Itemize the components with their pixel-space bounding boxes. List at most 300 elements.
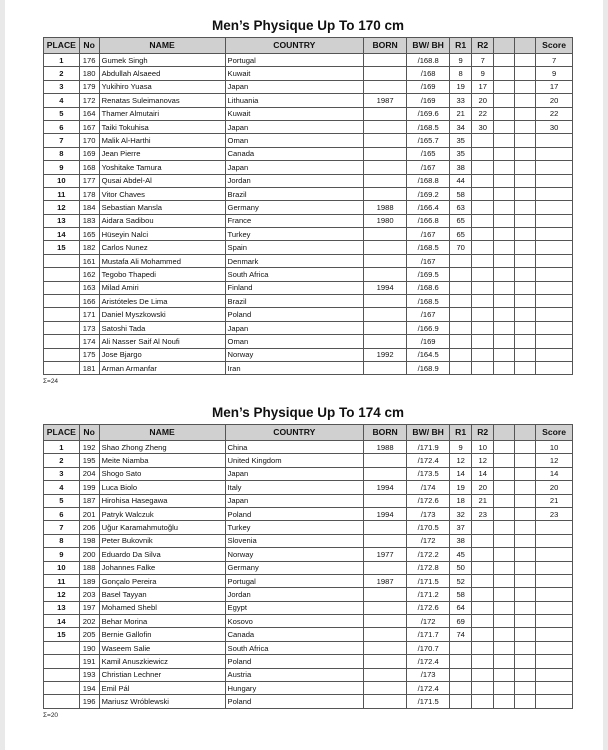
blank-cell [494, 161, 515, 174]
score-cell [536, 201, 573, 214]
name-cell: Qusai Abdel-Al [99, 174, 225, 187]
born-cell: 1977 [364, 548, 407, 561]
number-cell: 193 [79, 668, 99, 681]
number-cell: 184 [79, 201, 99, 214]
name-cell: Gonçalo Pereira [99, 574, 225, 587]
name-cell: Luca Biolo [99, 481, 225, 494]
place-cell: 2 [44, 454, 80, 467]
blank-cell [494, 588, 515, 601]
column-header [515, 38, 536, 54]
r1-cell: 9 [450, 54, 472, 67]
country-cell: Norway [225, 348, 364, 361]
r1-cell [450, 655, 472, 668]
name-cell: Satoshi Tada [99, 321, 225, 334]
bw-bh-cell: /167 [407, 308, 450, 321]
blank-cell [515, 615, 536, 628]
blank-cell [515, 335, 536, 348]
number-cell: 201 [79, 507, 99, 520]
table-row [44, 668, 573, 681]
name-cell: Taiki Tokuhisa [99, 120, 225, 133]
bw-bh-cell: /171.5 [407, 695, 450, 708]
bw-bh-cell: /173.5 [407, 467, 450, 480]
place-cell: 7 [44, 521, 80, 534]
number-cell: 164 [79, 107, 99, 120]
score-cell [536, 574, 573, 587]
table-row [44, 695, 573, 708]
country-cell: South Africa [225, 641, 364, 654]
table-row [44, 561, 573, 574]
number-cell: 189 [79, 574, 99, 587]
blank-cell [515, 147, 536, 160]
r1-cell [450, 268, 472, 281]
born-cell [364, 80, 407, 93]
r1-cell: 74 [450, 628, 472, 641]
place-cell: 3 [44, 80, 80, 93]
blank-cell [494, 134, 515, 147]
table-row [44, 201, 573, 214]
bw-bh-cell: /168.5 [407, 241, 450, 254]
blank-cell [515, 682, 536, 695]
place-cell: 1 [44, 441, 80, 454]
number-cell: 177 [79, 174, 99, 187]
table-row [44, 361, 573, 374]
place-cell: 13 [44, 601, 80, 614]
score-cell [536, 321, 573, 334]
number-cell: 196 [79, 695, 99, 708]
results-table [43, 424, 573, 709]
number-cell: 190 [79, 641, 99, 654]
r2-cell [472, 668, 494, 681]
r2-cell [472, 534, 494, 547]
bw-bh-cell: /169 [407, 94, 450, 107]
born-cell [364, 615, 407, 628]
bw-bh-cell: /171.5 [407, 574, 450, 587]
column-header: BW/ BH [407, 38, 450, 54]
score-cell [536, 655, 573, 668]
r1-cell: 63 [450, 201, 472, 214]
place-cell [44, 335, 80, 348]
name-cell: Peter Bukovnik [99, 534, 225, 547]
number-cell: 199 [79, 481, 99, 494]
table-row [44, 254, 573, 267]
place-cell: 4 [44, 481, 80, 494]
r2-cell [472, 308, 494, 321]
number-cell: 187 [79, 494, 99, 507]
table-row [44, 308, 573, 321]
country-cell: Portugal [225, 574, 364, 587]
place-cell: 6 [44, 507, 80, 520]
r1-cell: 58 [450, 187, 472, 200]
table-row [44, 54, 573, 67]
score-cell [536, 361, 573, 374]
column-header [494, 425, 515, 441]
name-cell: Kamil Anuszkiewicz [99, 655, 225, 668]
place-cell: 11 [44, 187, 80, 200]
place-cell: 4 [44, 94, 80, 107]
number-cell: 169 [79, 147, 99, 160]
born-cell [364, 628, 407, 641]
name-cell: Jose Bjargo [99, 348, 225, 361]
score-cell: 14 [536, 467, 573, 480]
r2-cell: 30 [472, 120, 494, 133]
blank-cell [515, 655, 536, 668]
place-cell: 3 [44, 467, 80, 480]
name-cell: Tegobo Thapedi [99, 268, 225, 281]
r1-cell [450, 335, 472, 348]
table-row [44, 481, 573, 494]
blank-cell [515, 454, 536, 467]
blank-cell [494, 120, 515, 133]
bw-bh-cell: /168.9 [407, 361, 450, 374]
r1-cell: 19 [450, 80, 472, 93]
country-cell: Japan [225, 494, 364, 507]
bw-bh-cell: /171.9 [407, 441, 450, 454]
r2-cell [472, 201, 494, 214]
born-cell: 1988 [364, 441, 407, 454]
score-cell [536, 134, 573, 147]
name-cell: Eduardo Da Silva [99, 548, 225, 561]
r2-cell: 12 [472, 454, 494, 467]
bw-bh-cell: /169.6 [407, 107, 450, 120]
score-cell [536, 161, 573, 174]
blank-cell [494, 628, 515, 641]
column-header: BORN [364, 38, 407, 54]
place-cell: 6 [44, 120, 80, 133]
number-cell: 176 [79, 54, 99, 67]
bw-bh-cell: /170.7 [407, 641, 450, 654]
column-header: BORN [364, 425, 407, 441]
country-cell: China [225, 441, 364, 454]
score-cell [536, 268, 573, 281]
number-cell: 181 [79, 361, 99, 374]
table-row [44, 94, 573, 107]
number-cell: 203 [79, 588, 99, 601]
r1-cell: 58 [450, 588, 472, 601]
table-row [44, 268, 573, 281]
r2-cell [472, 361, 494, 374]
country-cell: Canada [225, 147, 364, 160]
born-cell [364, 254, 407, 267]
table-row [44, 521, 573, 534]
table-row [44, 615, 573, 628]
blank-cell [515, 548, 536, 561]
r1-cell: 37 [450, 521, 472, 534]
country-cell: Turkey [225, 228, 364, 241]
r2-cell [472, 682, 494, 695]
name-cell: Patryk Walczuk [99, 507, 225, 520]
score-cell: 9 [536, 67, 573, 80]
header-row [44, 425, 573, 441]
table-row [44, 534, 573, 547]
score-cell [536, 214, 573, 227]
blank-cell [515, 228, 536, 241]
blank-cell [494, 67, 515, 80]
column-header: R2 [472, 38, 494, 54]
column-header: Score [536, 38, 573, 54]
born-cell [364, 107, 407, 120]
table-row [44, 467, 573, 480]
blank-cell [494, 655, 515, 668]
blank-cell [515, 588, 536, 601]
number-cell: 192 [79, 441, 99, 454]
blank-cell [494, 548, 515, 561]
born-cell [364, 295, 407, 308]
country-cell: Hungary [225, 682, 364, 695]
place-cell: 10 [44, 174, 80, 187]
country-cell: Germany [225, 561, 364, 574]
r2-cell: 22 [472, 107, 494, 120]
bw-bh-cell: /172 [407, 615, 450, 628]
blank-cell [515, 174, 536, 187]
number-cell: 206 [79, 521, 99, 534]
score-cell [536, 228, 573, 241]
r2-cell [472, 147, 494, 160]
name-cell: Mariusz Wróblewski [99, 695, 225, 708]
column-header: R1 [450, 38, 472, 54]
born-cell: 1987 [364, 574, 407, 587]
blank-cell [494, 214, 515, 227]
country-cell: Oman [225, 335, 364, 348]
table-row [44, 574, 573, 587]
born-cell [364, 601, 407, 614]
place-cell: 9 [44, 548, 80, 561]
bw-bh-cell: /174 [407, 481, 450, 494]
blank-cell [515, 601, 536, 614]
place-cell: 9 [44, 161, 80, 174]
column-header: NAME [99, 38, 225, 54]
r2-cell [472, 241, 494, 254]
country-cell: France [225, 214, 364, 227]
country-cell: Egypt [225, 601, 364, 614]
number-cell: 204 [79, 467, 99, 480]
bw-bh-cell: /167 [407, 228, 450, 241]
bw-bh-cell: /168 [407, 67, 450, 80]
score-cell [536, 548, 573, 561]
r1-cell: 65 [450, 214, 472, 227]
country-cell: Austria [225, 668, 364, 681]
bw-bh-cell: /172.6 [407, 494, 450, 507]
bw-bh-cell: /168.8 [407, 174, 450, 187]
blank-cell [494, 521, 515, 534]
number-cell: 168 [79, 161, 99, 174]
column-header [515, 425, 536, 441]
blank-cell [515, 254, 536, 267]
place-cell: 15 [44, 241, 80, 254]
r1-cell: 64 [450, 601, 472, 614]
document-page [5, 0, 603, 750]
place-cell: 14 [44, 615, 80, 628]
table-row [44, 161, 573, 174]
score-cell: 7 [536, 54, 573, 67]
born-cell [364, 494, 407, 507]
born-cell [364, 241, 407, 254]
country-cell: United Kingdom [225, 454, 364, 467]
born-cell [364, 695, 407, 708]
country-cell: Jordan [225, 174, 364, 187]
r1-cell [450, 321, 472, 334]
born-cell [364, 454, 407, 467]
bw-bh-cell: /169.5 [407, 268, 450, 281]
blank-cell [515, 561, 536, 574]
r2-cell: 17 [472, 80, 494, 93]
place-cell [44, 254, 80, 267]
table-row [44, 454, 573, 467]
name-cell: Malik Al-Harthi [99, 134, 225, 147]
table-row [44, 335, 573, 348]
r2-cell [472, 628, 494, 641]
blank-cell [494, 308, 515, 321]
number-cell: 197 [79, 601, 99, 614]
score-cell [536, 534, 573, 547]
r2-cell [472, 601, 494, 614]
country-cell: Poland [225, 507, 364, 520]
blank-cell [494, 147, 515, 160]
born-cell [364, 147, 407, 160]
blank-cell [494, 335, 515, 348]
r1-cell: 9 [450, 441, 472, 454]
bw-bh-cell: /172.4 [407, 454, 450, 467]
r1-cell: 33 [450, 94, 472, 107]
r2-cell [472, 521, 494, 534]
country-cell: Portugal [225, 54, 364, 67]
r1-cell [450, 668, 472, 681]
r2-cell: 20 [472, 94, 494, 107]
country-cell: Finland [225, 281, 364, 294]
born-cell [364, 561, 407, 574]
r2-cell [472, 187, 494, 200]
section-170cm [43, 15, 573, 389]
born-cell [364, 641, 407, 654]
name-cell: Hirohisa Hasegawa [99, 494, 225, 507]
r2-cell [472, 254, 494, 267]
score-cell [536, 695, 573, 708]
country-cell: Turkey [225, 521, 364, 534]
blank-cell [515, 120, 536, 133]
column-header: Score [536, 425, 573, 441]
table-row [44, 548, 573, 561]
score-cell [536, 628, 573, 641]
blank-cell [494, 281, 515, 294]
score-cell [536, 561, 573, 574]
place-cell: 13 [44, 214, 80, 227]
bw-bh-cell: /164.5 [407, 348, 450, 361]
bw-bh-cell: /165.7 [407, 134, 450, 147]
blank-cell [494, 187, 515, 200]
country-cell: Kuwait [225, 107, 364, 120]
blank-cell [515, 94, 536, 107]
r2-cell: 7 [472, 54, 494, 67]
r2-cell [472, 174, 494, 187]
blank-cell [494, 601, 515, 614]
bw-bh-cell: /169.2 [407, 187, 450, 200]
place-cell [44, 348, 80, 361]
blank-cell [494, 94, 515, 107]
country-cell: Poland [225, 655, 364, 668]
score-cell: 20 [536, 94, 573, 107]
number-cell: 202 [79, 615, 99, 628]
born-cell [364, 655, 407, 668]
number-cell: 161 [79, 254, 99, 267]
r2-cell [472, 695, 494, 708]
born-cell [364, 228, 407, 241]
blank-cell [515, 348, 536, 361]
table-row [44, 348, 573, 361]
column-header: No [79, 425, 99, 441]
number-cell: 174 [79, 335, 99, 348]
table-row [44, 147, 573, 160]
name-cell: Shao Zhong Zheng [99, 441, 225, 454]
blank-cell [494, 174, 515, 187]
r2-cell [472, 228, 494, 241]
r1-cell [450, 695, 472, 708]
blank-cell [515, 268, 536, 281]
country-cell: South Africa [225, 268, 364, 281]
column-header: NAME [99, 425, 225, 441]
country-cell: Denmark [225, 254, 364, 267]
blank-cell [494, 695, 515, 708]
blank-cell [515, 54, 536, 67]
place-cell: 15 [44, 628, 80, 641]
r1-cell: 45 [450, 548, 472, 561]
name-cell: Hüseyin Nalci [99, 228, 225, 241]
name-cell: Waseem Salie [99, 641, 225, 654]
born-cell [364, 588, 407, 601]
blank-cell [515, 574, 536, 587]
score-cell [536, 641, 573, 654]
score-cell: 30 [536, 120, 573, 133]
name-cell: Carlos Nunez [99, 241, 225, 254]
r2-cell [472, 134, 494, 147]
place-cell: 8 [44, 534, 80, 547]
score-cell: 21 [536, 494, 573, 507]
country-cell: Germany [225, 201, 364, 214]
number-cell: 166 [79, 295, 99, 308]
born-cell [364, 308, 407, 321]
blank-cell [515, 241, 536, 254]
number-cell: 198 [79, 534, 99, 547]
score-cell [536, 281, 573, 294]
bw-bh-cell: /169 [407, 335, 450, 348]
column-header: PLACE [44, 38, 80, 54]
r1-cell: 12 [450, 454, 472, 467]
r1-cell [450, 254, 472, 267]
bw-bh-cell: /168.6 [407, 281, 450, 294]
table-row [44, 214, 573, 227]
name-cell: Aidara Sadibou [99, 214, 225, 227]
bw-bh-cell: /166.9 [407, 321, 450, 334]
born-cell [364, 321, 407, 334]
blank-cell [494, 574, 515, 587]
r2-cell [472, 561, 494, 574]
bw-bh-cell: /172.8 [407, 561, 450, 574]
name-cell: Renatas Suleimanovas [99, 94, 225, 107]
blank-cell [494, 641, 515, 654]
bw-bh-cell: /169 [407, 80, 450, 93]
born-cell: 1980 [364, 214, 407, 227]
section-174cm [43, 402, 573, 723]
blank-cell [515, 134, 536, 147]
column-header: R1 [450, 425, 472, 441]
r2-cell [472, 268, 494, 281]
r2-cell [472, 161, 494, 174]
name-cell: Arman Armanfar [99, 361, 225, 374]
r1-cell [450, 308, 472, 321]
born-cell: 1987 [364, 94, 407, 107]
blank-cell [494, 682, 515, 695]
r1-cell: 18 [450, 494, 472, 507]
score-cell: 22 [536, 107, 573, 120]
born-cell [364, 161, 407, 174]
